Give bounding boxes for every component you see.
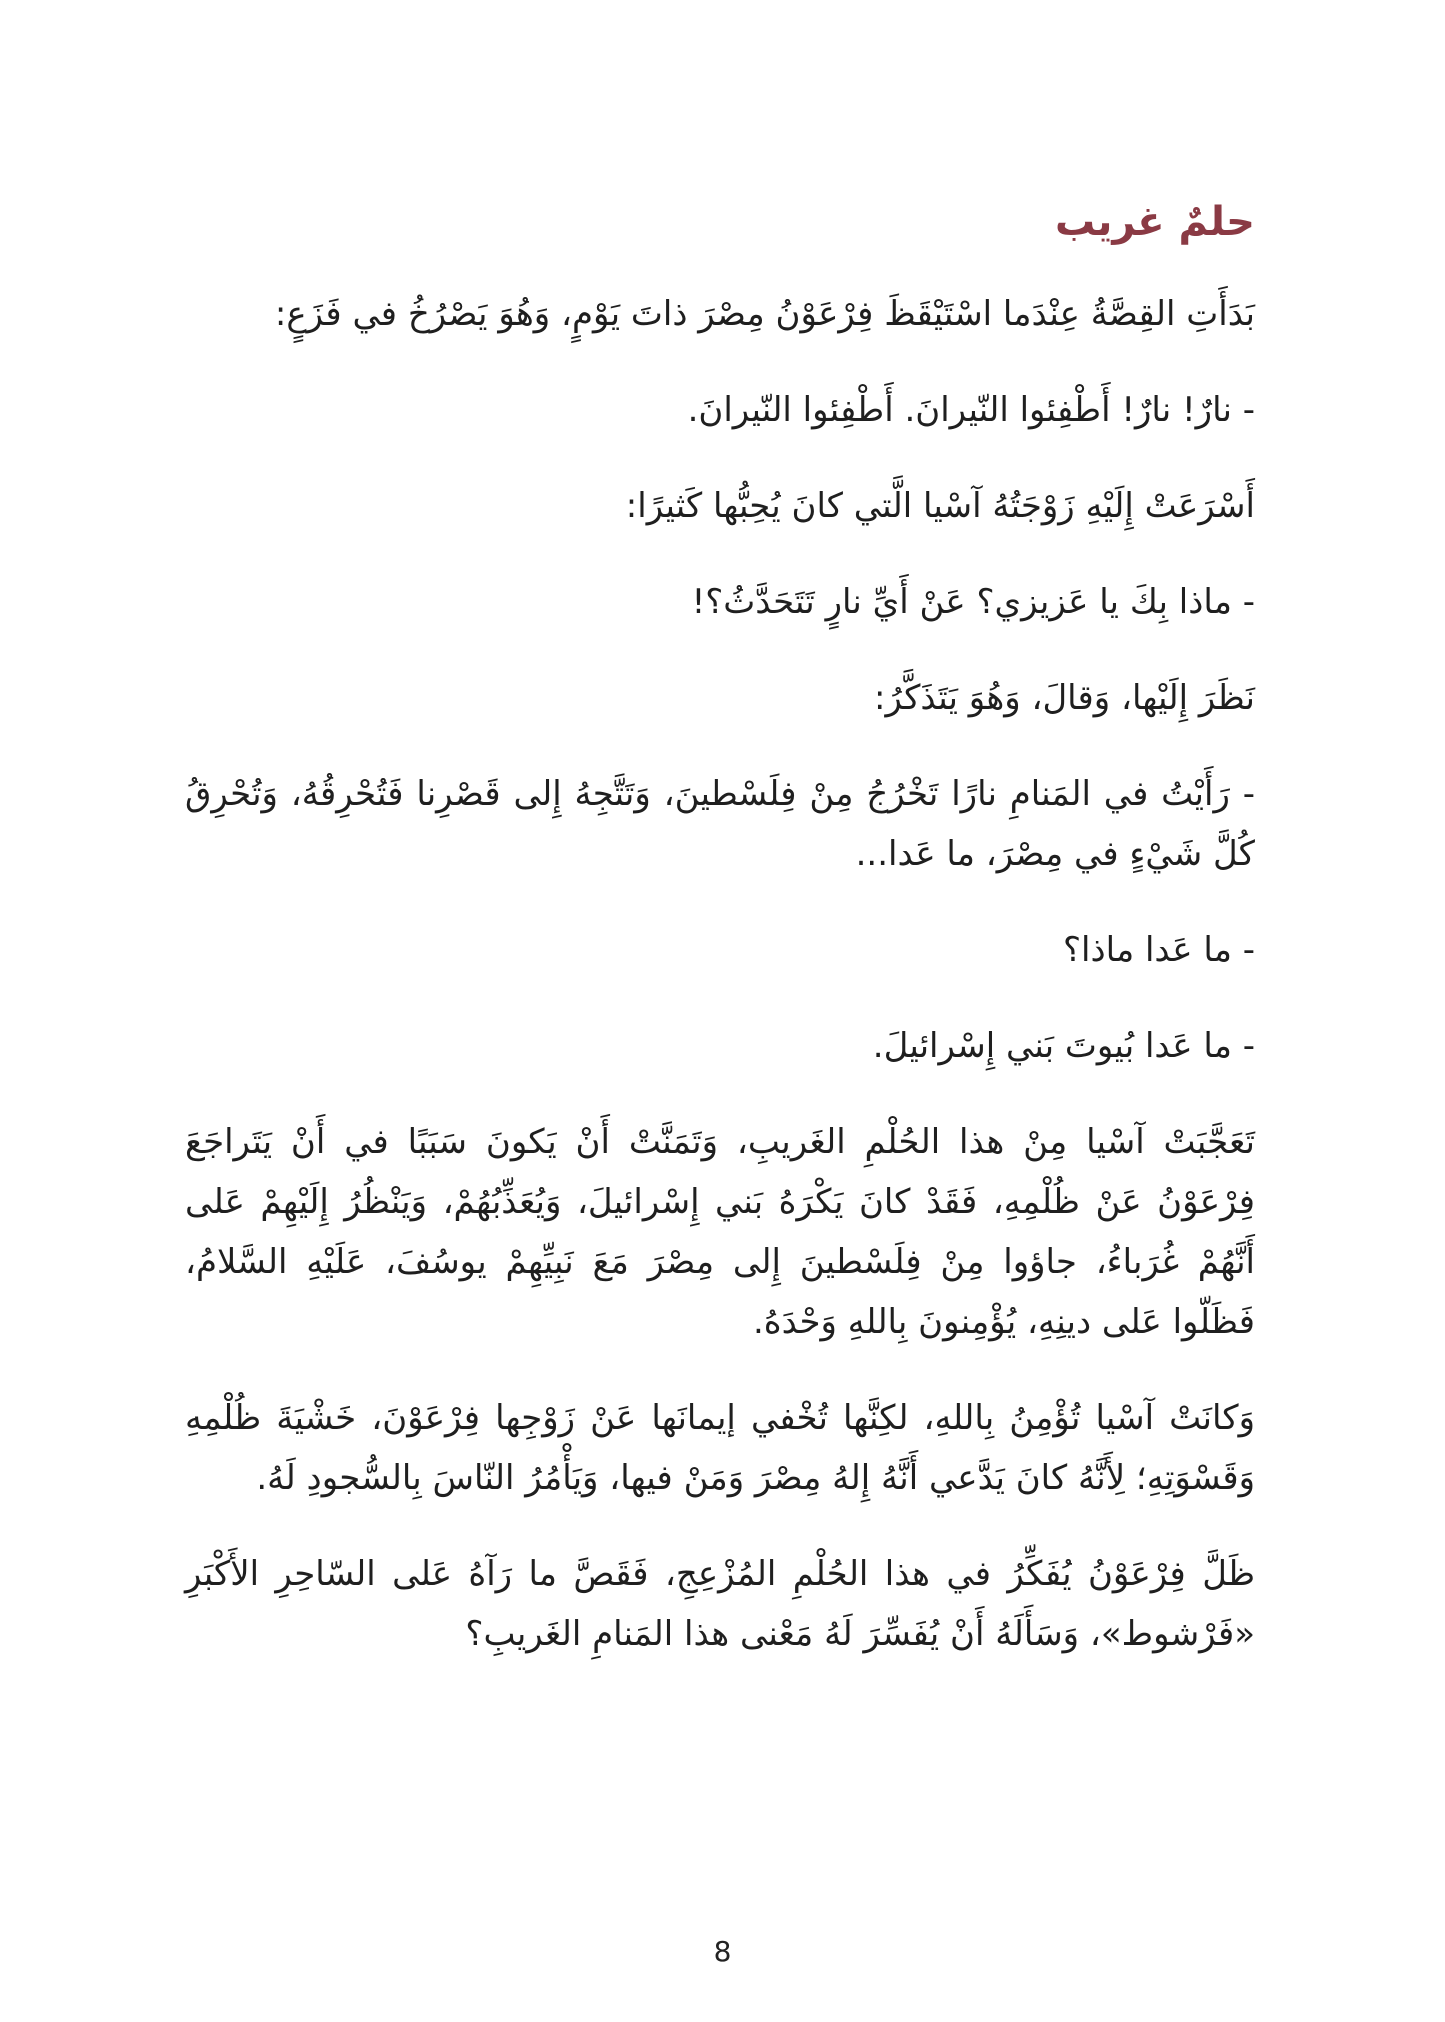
story-title: حلمٌ غريب <box>1054 199 1255 245</box>
paragraph-5: نَظَرَ إِلَيْها، وَقالَ، وَهُوَ يَتَذَكَّرُ: <box>873 678 1255 718</box>
paragraph-3: أَسْرَعَتْ إِلَيْهِ زَوْجَتُهُ آسْيا الَّتي كانَ يُحِبُّها كَثيرًا: <box>625 486 1255 526</box>
paragraph-9: تَعَجَّبَتْ آسْيا مِنْ هذا الحُلْمِ الغَريبِ، وَتَمَنَّتْ أَنْ يَكونَ سَبَبًا في أَنْ يَتَراجَعَ فِرْعَوْنُ عَنْ ظُلْمِهِ، فَقَدْ كانَ يَكْرَهُ بَني إِسْرائيلَ، وَيُعَذِّبُهُمْ، وَيَنْظُرُ إِلَيْهِمْ عَلى أَنَّهُمْ غُرَباءُ، جاؤوا مِنْ فِلَسْطينَ إِلى مِصْرَ مَعَ نَبِيِّهِمْ يوسُفَ، عَلَيْهِ السَّلامُ، فَظَلّوا عَلى دينِهِ، يُؤْمِنونَ بِاللهِ وَحْدَهُ. <box>185 1122 1255 1342</box>
paragraph-1: بَدَأَتِ القِصَّةُ عِنْدَما اسْتَيْقَظَ فِرْعَوْنُ مِصْرَ ذاتَ يَوْمٍ، وَهُوَ يَصْرُخُ في فَزَعٍ: <box>274 294 1255 334</box>
paragraph-10: وَكانَتْ آسْيا تُؤْمِنُ بِاللهِ، لكِنَّها تُخْفي إيمانَها عَنْ زَوْجِها فِرْعَوْنَ، خَشْيَةَ ظُلْمِهِ وَقَسْوَتِهِ؛ لِأَنَّهُ كانَ يَدَّعي أَنَّهُ إِلهُ مِصْرَ وَمَنْ فيها، وَيَأْمُرُ النّاسَ بِالسُّجودِ لَهُ. <box>185 1398 1255 1498</box>
paragraph-11: ظَلَّ فِرْعَوْنُ يُفَكِّرُ في هذا الحُلْمِ المُزْعِجِ، فَقَصَّ ما رَآهُ عَلى السّاحِرِ الأَكْبَرِ «فَرْشوط»، وَسَأَلَهُ أَنْ يُفَسِّرَ لَهُ مَعْنى هذا المَنامِ الغَريبِ؟ <box>185 1554 1255 1654</box>
paragraph-8: - ما عَدا بُيوتَ بَني إِسْرائيلَ. <box>872 1026 1255 1066</box>
story-content <box>185 190 1255 1700</box>
paragraph-2: - نارٌ! نارٌ! أَطْفِئوا النّيرانَ. أَطْفِئوا النّيرانَ. <box>687 390 1255 430</box>
paragraph-7: - ما عَدا ماذا؟ <box>1062 930 1255 970</box>
page-number: 8 <box>713 1935 732 1968</box>
paragraph-6: - رَأَيْتُ في المَنامِ نارًا تَخْرُجُ مِنْ فِلَسْطينَ، وَتَتَّجِهُ إِلى قَصْرِنا فَتُحْرِقُهُ، وَتُحْرِقُ كُلَّ شَيْءٍ في مِصْرَ، ما عَدا... <box>185 774 1255 874</box>
paragraph-4: - ماذا بِكَ يا عَزيزي؟ عَنْ أَيِّ نارٍ تَتَحَدَّثُ؟! <box>691 582 1255 622</box>
